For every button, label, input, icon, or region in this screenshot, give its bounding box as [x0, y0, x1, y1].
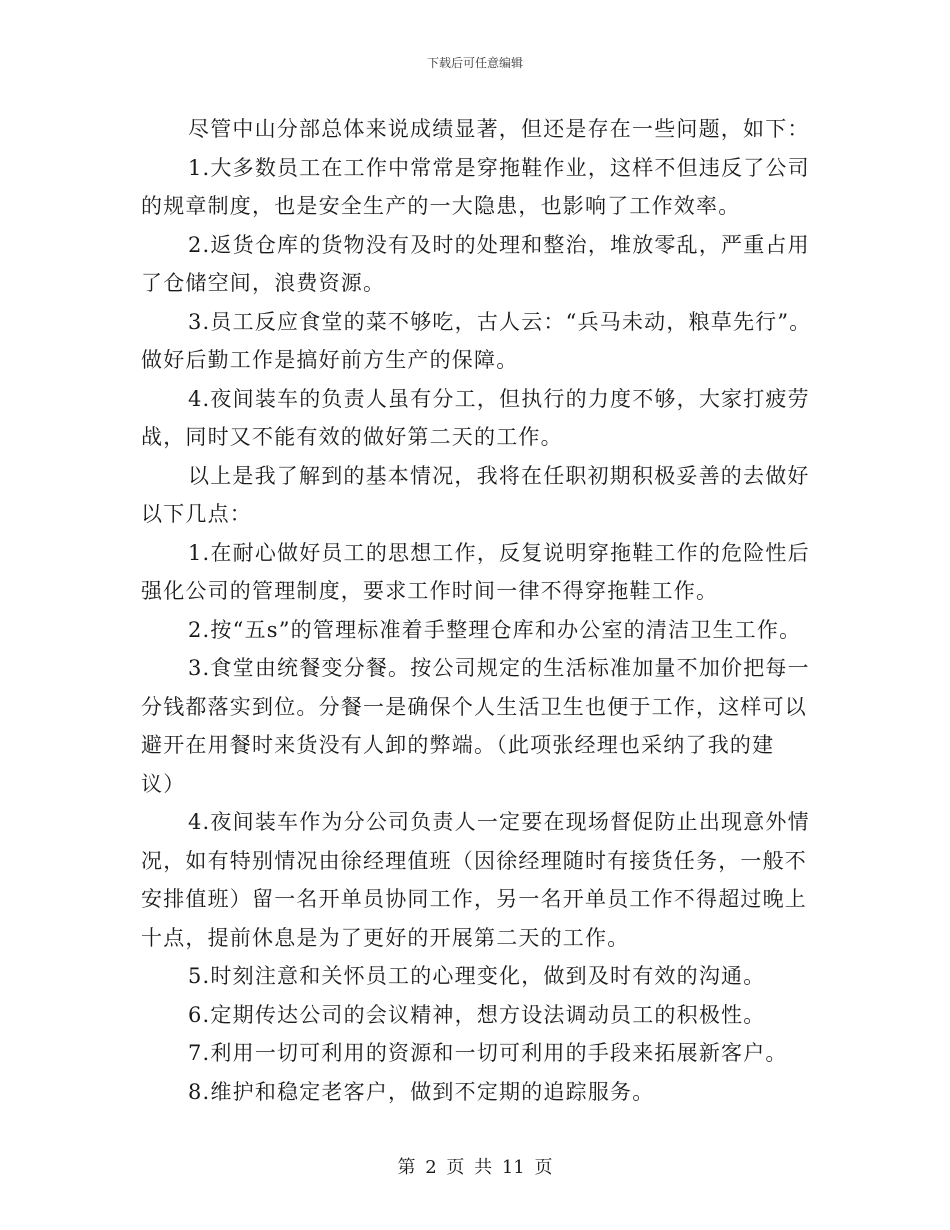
document-body	[141, 110, 821, 1111]
body-line: 尽管中山分部总体来说成绩显著，但还是存在一些问题，如下：	[188, 117, 810, 141]
body-line: 1.大多数员工在工作中常常是穿拖鞋作业，这样不但违反了公司	[188, 155, 810, 180]
body-line: 分钱都落实到位。分餐一是确保个人生活卫生也便于工作，这样可以	[141, 694, 807, 719]
page-header: 下载后可任意编辑	[426, 56, 523, 70]
body-line: 做好后勤工作是搞好前方生产的保障。	[141, 348, 519, 372]
body-line: 强化公司的管理制度，要求工作时间一律不得穿拖鞋工作。	[141, 579, 719, 603]
body-line: 2.返货仓库的货物没有及时的处理和整治，堆放零乱，严重占用	[188, 232, 810, 257]
body-line: 4.夜间装车作为分公司负责人一定要在现场督促防止出现意外情	[188, 810, 810, 834]
body-line: 5.时刻注意和关怀员工的心理变化，做到及时有效的沟通。	[188, 964, 766, 988]
body-line: 议）	[141, 771, 186, 796]
body-line: 战，同时又不能有效的做好第二天的工作。	[141, 425, 563, 449]
body-line: 安排值班）留一名开单员协同工作，另一名开单员工作不得超过晚上	[141, 887, 807, 911]
body-line: 3.食堂由统餐变分餐。按公司规定的生活标准加量不加价把每一	[188, 656, 810, 680]
body-line: 1.在耐心做好员工的思想工作，反复说明穿拖鞋工作的危险性后	[188, 540, 810, 565]
page-number-footer: 第 2 页 共 11 页	[397, 1157, 553, 1178]
body-line: 以上是我了解到的基本情况，我将在任职初期积极妥善的去做好	[188, 463, 810, 488]
body-line: 4.夜间装车的负责人虽有分工，但执行的力度不够，大家打疲劳	[188, 386, 810, 411]
body-line: 8.维护和稳定老客户，做到不定期的追踪服务。	[188, 1079, 655, 1104]
body-line: 十点，提前休息是为了更好的开展第二天的工作。	[141, 925, 630, 950]
body-line: 3.员工反应食堂的菜不够吃，古人云：“兵马未动，粮草先行”。	[188, 309, 812, 334]
body-line: 况，如有特别情况由徐经理值班（因徐经理随时有接货任务，一般不	[141, 848, 807, 873]
body-line: 7.利用一切可利用的资源和一切可利用的手段来拓展新客户。	[188, 1041, 788, 1065]
body-line: 了仓储空间，浪费资源。	[141, 271, 386, 295]
body-line: 的规章制度，也是安全生产的一大隐患，也影响了工作效率。	[141, 194, 741, 218]
body-line: 避开在用餐时来货没有人卸的弊端。（此项张经理也采纳了我的建	[141, 733, 775, 757]
body-line: 以下几点：	[141, 502, 252, 526]
body-line: 2.按“五s”的管理标准着手整理仓库和办公室的清洁卫生工作。	[188, 617, 802, 642]
body-line: 6.定期传达公司的会议精神，想方设法调动员工的积极性。	[188, 1002, 766, 1027]
